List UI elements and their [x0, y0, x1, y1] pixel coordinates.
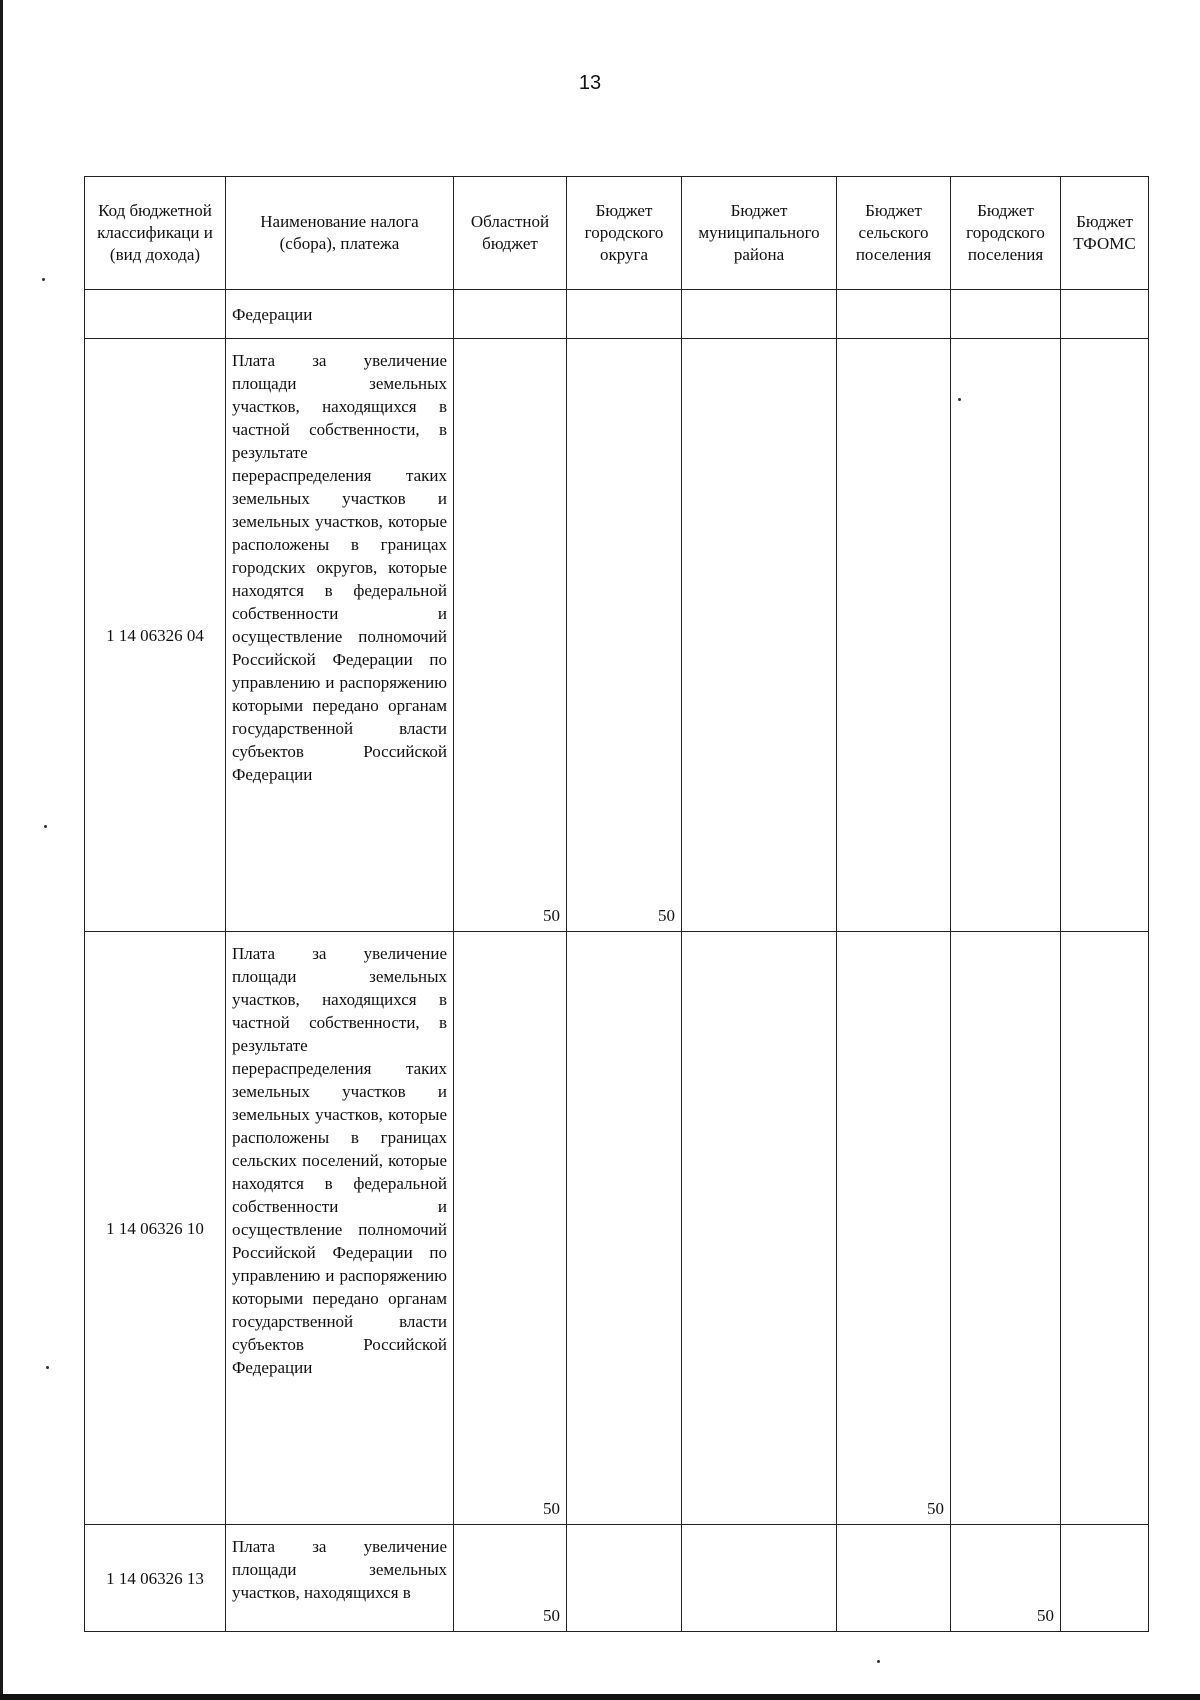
name-cell: Плата за увеличение площади земельных участков, находящихся в: [226, 1525, 454, 1632]
tfoms-value: [1061, 339, 1149, 932]
urban-settlement-value: [951, 290, 1061, 339]
table-row: [85, 932, 1149, 1525]
urban-settlement-value: 50: [951, 1525, 1061, 1632]
name-cell: Плата за увеличение площади земельных участков, находящихся в частной собственности, в результате перераспределения таких земельных участков и земельных участков, которые расположены в границах сельских поселений, которые находятся в федеральной собственности и осуществление полномочий Российской Федерации по управлению и распоряжению которыми передано органам государственной власти субъектов Российской Федерации: [226, 932, 454, 1525]
header-city-district-budget: Бюджет городского округа: [567, 177, 682, 290]
header-code: Код бюджетной классификаци и (вид дохода): [85, 177, 226, 290]
table-row: [85, 1525, 1149, 1632]
table-row: [85, 339, 1149, 932]
header-municipal-district-budget: Бюджет муниципального района: [682, 177, 837, 290]
rural-settlement-value: 50: [837, 932, 951, 1525]
city-district-value: [567, 932, 682, 1525]
regional-value: 50: [454, 339, 567, 932]
header-urban-settlement-budget: Бюджет городского поселения: [951, 177, 1061, 290]
table-row: [85, 290, 1149, 339]
tfoms-value: [1061, 932, 1149, 1525]
header-rural-settlement-budget: Бюджет сельского поселения: [837, 177, 951, 290]
name-cell: Федерации: [226, 290, 454, 339]
rural-settlement-value: [837, 290, 951, 339]
municipal-district-value: [682, 932, 837, 1525]
code-cell: 1 14 06326 10: [85, 932, 226, 1525]
city-district-value: [567, 1525, 682, 1632]
page-number: 13: [578, 72, 602, 94]
city-district-value: 50: [567, 339, 682, 932]
tfoms-value: [1061, 1525, 1149, 1632]
scan-edge-left: [0, 0, 3, 1700]
scan-edge-bottom: [0, 1694, 1200, 1700]
header-name: Наименование налога (сбора), платежа: [226, 177, 454, 290]
header-tfoms-budget: Бюджет ТФОМС: [1061, 177, 1149, 290]
code-cell: 1 14 06326 04: [85, 339, 226, 932]
regional-value: 50: [454, 932, 567, 1525]
municipal-district-value: [682, 290, 837, 339]
scan-speck: [42, 278, 45, 281]
header-regional-budget: Областной бюджет: [454, 177, 567, 290]
code-cell: [85, 290, 226, 339]
urban-settlement-value: [951, 932, 1061, 1525]
rural-settlement-value: [837, 339, 951, 932]
name-cell: Плата за увеличение площади земельных участков, находящихся в частной собственности, в результате перераспределения таких земельных участков и земельных участков, которые расположены в границах городских округов, которые находятся в федеральной собственности и осуществление полномочий Российской Федерации по управлению и распоряжению которыми передано органам государственной власти субъектов Российской Федерации: [226, 339, 454, 932]
municipal-district-value: [682, 339, 837, 932]
city-district-value: [567, 290, 682, 339]
tfoms-value: [1061, 290, 1149, 339]
regional-value: 50: [454, 1525, 567, 1632]
municipal-district-value: [682, 1525, 837, 1632]
scan-speck: [46, 1366, 49, 1369]
rural-settlement-value: [837, 1525, 951, 1632]
urban-settlement-value: [951, 339, 1061, 932]
table-header-row: [85, 177, 1149, 290]
code-cell: 1 14 06326 13: [85, 1525, 226, 1632]
scan-speck: [44, 825, 47, 828]
budget-revenue-table: [84, 176, 1149, 1632]
regional-value: [454, 290, 567, 339]
scan-speck: [877, 1660, 880, 1663]
